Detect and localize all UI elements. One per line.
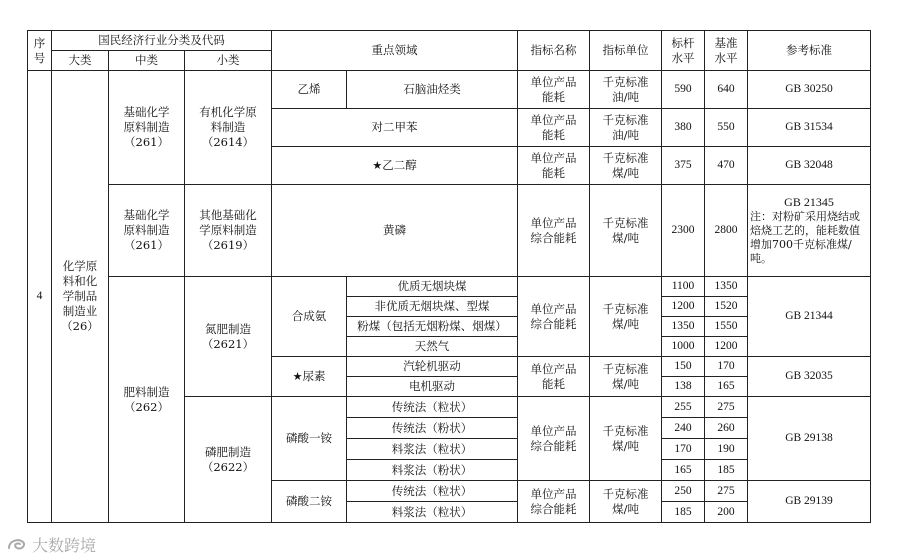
- reference-cell: GB 31534: [748, 109, 871, 147]
- header-focus: 重点领域: [272, 31, 518, 71]
- medium-class-cell: 基础化学 原料制造 （261）: [109, 185, 185, 277]
- baseline-cell: 275: [705, 481, 748, 502]
- baseline-cell: 260: [705, 418, 748, 439]
- benchmark-cell: 1100: [662, 277, 705, 297]
- indicator-name-cell: 单位产品 能耗: [518, 147, 590, 185]
- medium-class-cell: 肥料制造 （262）: [109, 277, 185, 523]
- benchmark-cell: 150: [662, 357, 705, 377]
- header-category: 国民经济行业分类及代码: [52, 31, 272, 51]
- minor-class-cell: 氮肥制造 （2621）: [185, 277, 272, 397]
- indicator-name-cell: 单位产品 综合能耗: [518, 185, 590, 277]
- baseline-cell: 470: [705, 147, 748, 185]
- reference-standard: GB 21345: [784, 195, 834, 209]
- focus-cell: 磷酸一铵: [272, 397, 347, 481]
- baseline-cell: 165: [705, 377, 748, 397]
- indicator-unit-cell: 千克标准 煤/吨: [590, 481, 662, 523]
- header-reference: 参考标准: [748, 31, 871, 71]
- focus-label: 乙二醇: [382, 158, 417, 172]
- indicator-name-cell: 单位产品 综合能耗: [518, 397, 590, 481]
- grid: [27, 30, 871, 523]
- indicator-unit-cell: 千克标准 煤/吨: [590, 147, 662, 185]
- star-icon: ★: [372, 159, 383, 172]
- watermark-text: 大数跨境: [32, 536, 97, 555]
- table-row: [28, 277, 871, 297]
- focus-sub-cell: 汽轮机驱动: [347, 357, 518, 377]
- energy-benchmark-table: [27, 30, 870, 535]
- baseline-cell: 550: [705, 109, 748, 147]
- header-major: 大类: [52, 51, 109, 71]
- benchmark-cell: 185: [662, 502, 705, 523]
- minor-class-cell: 其他基础化 学原料制造 （2619）: [185, 185, 272, 277]
- focus-sub-cell: 料浆法（粒状）: [347, 502, 518, 523]
- benchmark-cell: 2300: [662, 185, 705, 277]
- indicator-unit-cell: 千克标准 煤/吨: [590, 357, 662, 397]
- benchmark-cell: 375: [662, 147, 705, 185]
- benchmark-cell: 380: [662, 109, 705, 147]
- header-seq: 序 号: [28, 31, 52, 71]
- reference-cell: GB 32048: [748, 147, 871, 185]
- header-benchmark: 标杆 水平: [662, 31, 705, 71]
- benchmark-cell: 1200: [662, 297, 705, 317]
- reference-cell: GB 21344: [748, 277, 871, 357]
- focus-cell: 对二甲苯: [272, 109, 518, 147]
- benchmark-cell: 170: [662, 439, 705, 460]
- baseline-cell: 170: [705, 357, 748, 377]
- baseline-cell: 200: [705, 502, 748, 523]
- focus-sub-cell: 料浆法（粉状）: [347, 460, 518, 481]
- baseline-cell: 275: [705, 397, 748, 418]
- focus-sub-cell: 粉煤（包括无烟粉煤、烟煤）: [347, 317, 518, 337]
- major-class-cell: 化学原 料和化 学制品 制造业 （26）: [52, 71, 109, 523]
- focus-sub-cell: 石脑油烃类: [347, 71, 518, 109]
- reference-cell: GB 30250: [748, 71, 871, 109]
- benchmark-cell: 240: [662, 418, 705, 439]
- minor-class-cell: 磷肥制造 （2622）: [185, 397, 272, 523]
- minor-class-cell: 有机化学原 料制造 （2614）: [185, 71, 272, 185]
- table-row: [28, 71, 871, 109]
- benchmark-cell: 138: [662, 377, 705, 397]
- focus-sub-cell: 天然气: [347, 337, 518, 357]
- baseline-cell: 185: [705, 460, 748, 481]
- benchmark-cell: 1000: [662, 337, 705, 357]
- header-indicator-name: 指标名称: [518, 31, 590, 71]
- focus-cell: [272, 147, 518, 185]
- focus-cell: 黄磷: [272, 185, 518, 277]
- baseline-cell: 640: [705, 71, 748, 109]
- header-minor: 小类: [185, 51, 272, 71]
- seq-cell: 4: [28, 71, 52, 523]
- benchmark-cell: 590: [662, 71, 705, 109]
- focus-sub-cell: 非优质无烟块煤、型煤: [347, 297, 518, 317]
- benchmark-cell: 1350: [662, 317, 705, 337]
- benchmark-cell: 165: [662, 460, 705, 481]
- reference-cell: GB 32035: [748, 357, 871, 397]
- focus-sub-cell: 优质无烟块煤: [347, 277, 518, 297]
- reference-cell: GB 29139: [748, 481, 871, 523]
- indicator-name-cell: 单位产品 综合能耗: [518, 481, 590, 523]
- header-indicator-unit: 指标单位: [590, 31, 662, 71]
- medium-class-cell: 基础化学 原料制造 （261）: [109, 71, 185, 185]
- focus-label: 尿素: [302, 369, 326, 383]
- indicator-unit-cell: 千克标准 煤/吨: [590, 185, 662, 277]
- indicator-name-cell: 单位产品 能耗: [518, 71, 590, 109]
- header-baseline: 基准 水平: [705, 31, 748, 71]
- header-medium: 中类: [109, 51, 185, 71]
- baseline-cell: 1520: [705, 297, 748, 317]
- reference-note: 注：对粉矿采用烧结或焙烧工艺的，能耗数值增加700千克标准煤/吨。: [750, 210, 861, 265]
- indicator-unit-cell: 千克标准 煤/吨: [590, 397, 662, 481]
- focus-sub-cell: 传统法（粒状）: [347, 481, 518, 502]
- baseline-cell: 1350: [705, 277, 748, 297]
- focus-sub-cell: 传统法（粒状）: [347, 397, 518, 418]
- baseline-cell: 1550: [705, 317, 748, 337]
- focus-sub-cell: 料浆法（粒状）: [347, 439, 518, 460]
- indicator-unit-cell: 千克标准 油/吨: [590, 109, 662, 147]
- indicator-name-cell: 单位产品 能耗: [518, 357, 590, 397]
- table-row: [28, 185, 871, 277]
- star-icon: ★: [292, 370, 303, 383]
- focus-cell: [272, 357, 347, 397]
- baseline-cell: 190: [705, 439, 748, 460]
- focus-cell: 磷酸二铵: [272, 481, 347, 523]
- reference-cell: [748, 185, 871, 277]
- baseline-cell: 2800: [705, 185, 748, 277]
- baseline-cell: 1200: [705, 337, 748, 357]
- focus-sub-cell: 传统法（粉状）: [347, 418, 518, 439]
- focus-sub-cell: 电机驱动: [347, 377, 518, 397]
- watermark: [6, 533, 96, 556]
- focus-cell: 乙烯: [272, 71, 347, 109]
- focus-cell: 合成氨: [272, 277, 347, 357]
- indicator-unit-cell: 千克标准 油/吨: [590, 71, 662, 109]
- benchmark-cell: 250: [662, 481, 705, 502]
- reference-cell: GB 29138: [748, 397, 871, 481]
- indicator-unit-cell: 千克标准 煤/吨: [590, 277, 662, 357]
- benchmark-cell: 255: [662, 397, 705, 418]
- indicator-name-cell: 单位产品 能耗: [518, 109, 590, 147]
- swirl-logo-icon: [6, 536, 28, 554]
- indicator-name-cell: 单位产品 综合能耗: [518, 277, 590, 357]
